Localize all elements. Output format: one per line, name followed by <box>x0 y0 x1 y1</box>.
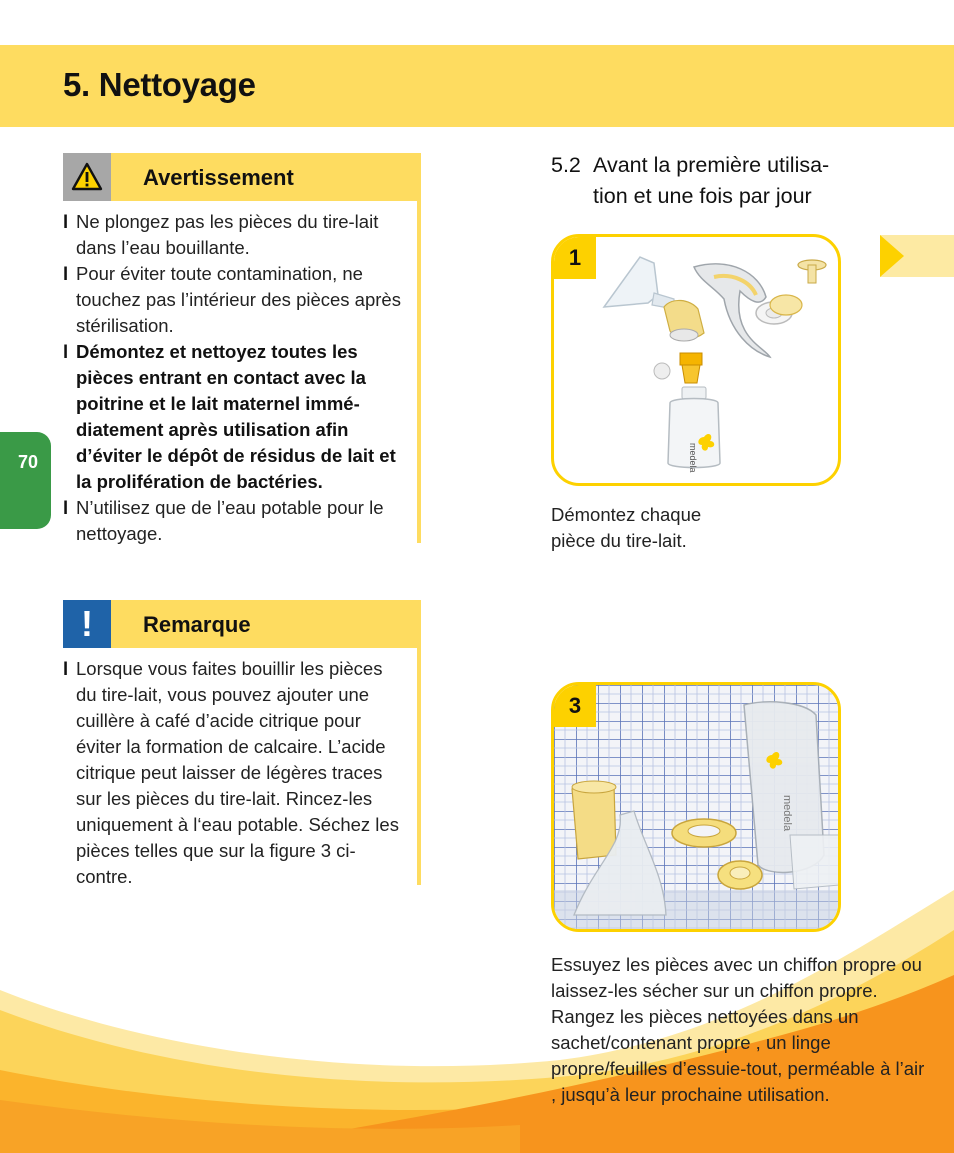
warning-item: l Pour éviter toute contamination, ne touchez pas l’intérieur des pièces après stérilisation. <box>63 261 408 339</box>
section-title-line2: tion et une fois par jour <box>593 184 812 208</box>
bottle-brand-text: medela <box>688 443 698 473</box>
bottle-brand-text: medela <box>781 795 793 832</box>
page-title: 5. Nettoyage <box>63 66 256 103</box>
drying-parts-photo <box>554 685 841 932</box>
note-box-rule <box>417 600 421 885</box>
step-3-caption: Essuyez les pièces avec un chiffon propre ou laissez-les sécher sur un chiffon propre. Rangez les pièces nettoyées dans un sachet/contenant propre , un linge propre/feuilles d’essuie-tout, perméable à l’air , jusqu’à leur prochaine utilisation. <box>551 954 925 1105</box>
warning-list <box>63 209 408 547</box>
note-list <box>63 656 408 890</box>
disassembled-pump-illustration <box>554 237 841 486</box>
warning-item: l Ne plongez pas les pièces du tire-lait dans l’eau bouillante. <box>63 209 408 261</box>
warning-box-header <box>63 153 421 201</box>
note-box-header <box>63 600 421 648</box>
warning-box-title: Avertissement <box>143 165 294 190</box>
section-number: 5.2 <box>551 153 581 177</box>
note-box-title: Remarque <box>143 612 251 637</box>
warning-box-rule <box>417 153 421 543</box>
exclamation-icon: ! <box>63 600 111 648</box>
page-number: 70 <box>18 452 39 472</box>
next-page-arrow <box>880 235 954 277</box>
warning-item: l N’utilisez que de l’eau potable pour le nettoyage. <box>63 495 408 547</box>
step-3-image <box>551 682 841 932</box>
warning-item-emphasis: l Démontez et nettoyez toutes les pièces entrant en contact avec la poitrine et le lait maternel immé-diatement après utilisation afin d’éviter le dépôt de résidus de lait et la prolifération de bactéries. <box>63 339 408 495</box>
note-item: l Lorsque vous faites bouillir les pièces du tire-lait, vous pouvez ajouter une cuillère à café d’acide citrique pour éviter la formation de calcaire. L’acide citrique peut laisser de légères traces sur les pièces du tire-lait. Rincez-les uniquement à l‘eau potable. Séchez les pièces telles que sur la figure 3 ci-contre. <box>63 656 408 890</box>
page-number-tab <box>0 432 51 529</box>
step-1-image <box>551 234 841 486</box>
step-1-number: 1 <box>554 237 596 279</box>
step-1-caption: Démontez chaque pièce du tire-lait. <box>551 504 702 551</box>
section-heading <box>551 150 829 212</box>
step-3-number: 3 <box>554 685 596 727</box>
warning-triangle-icon <box>63 153 111 201</box>
section-title-line1: Avant la première utilisa- <box>593 153 830 177</box>
